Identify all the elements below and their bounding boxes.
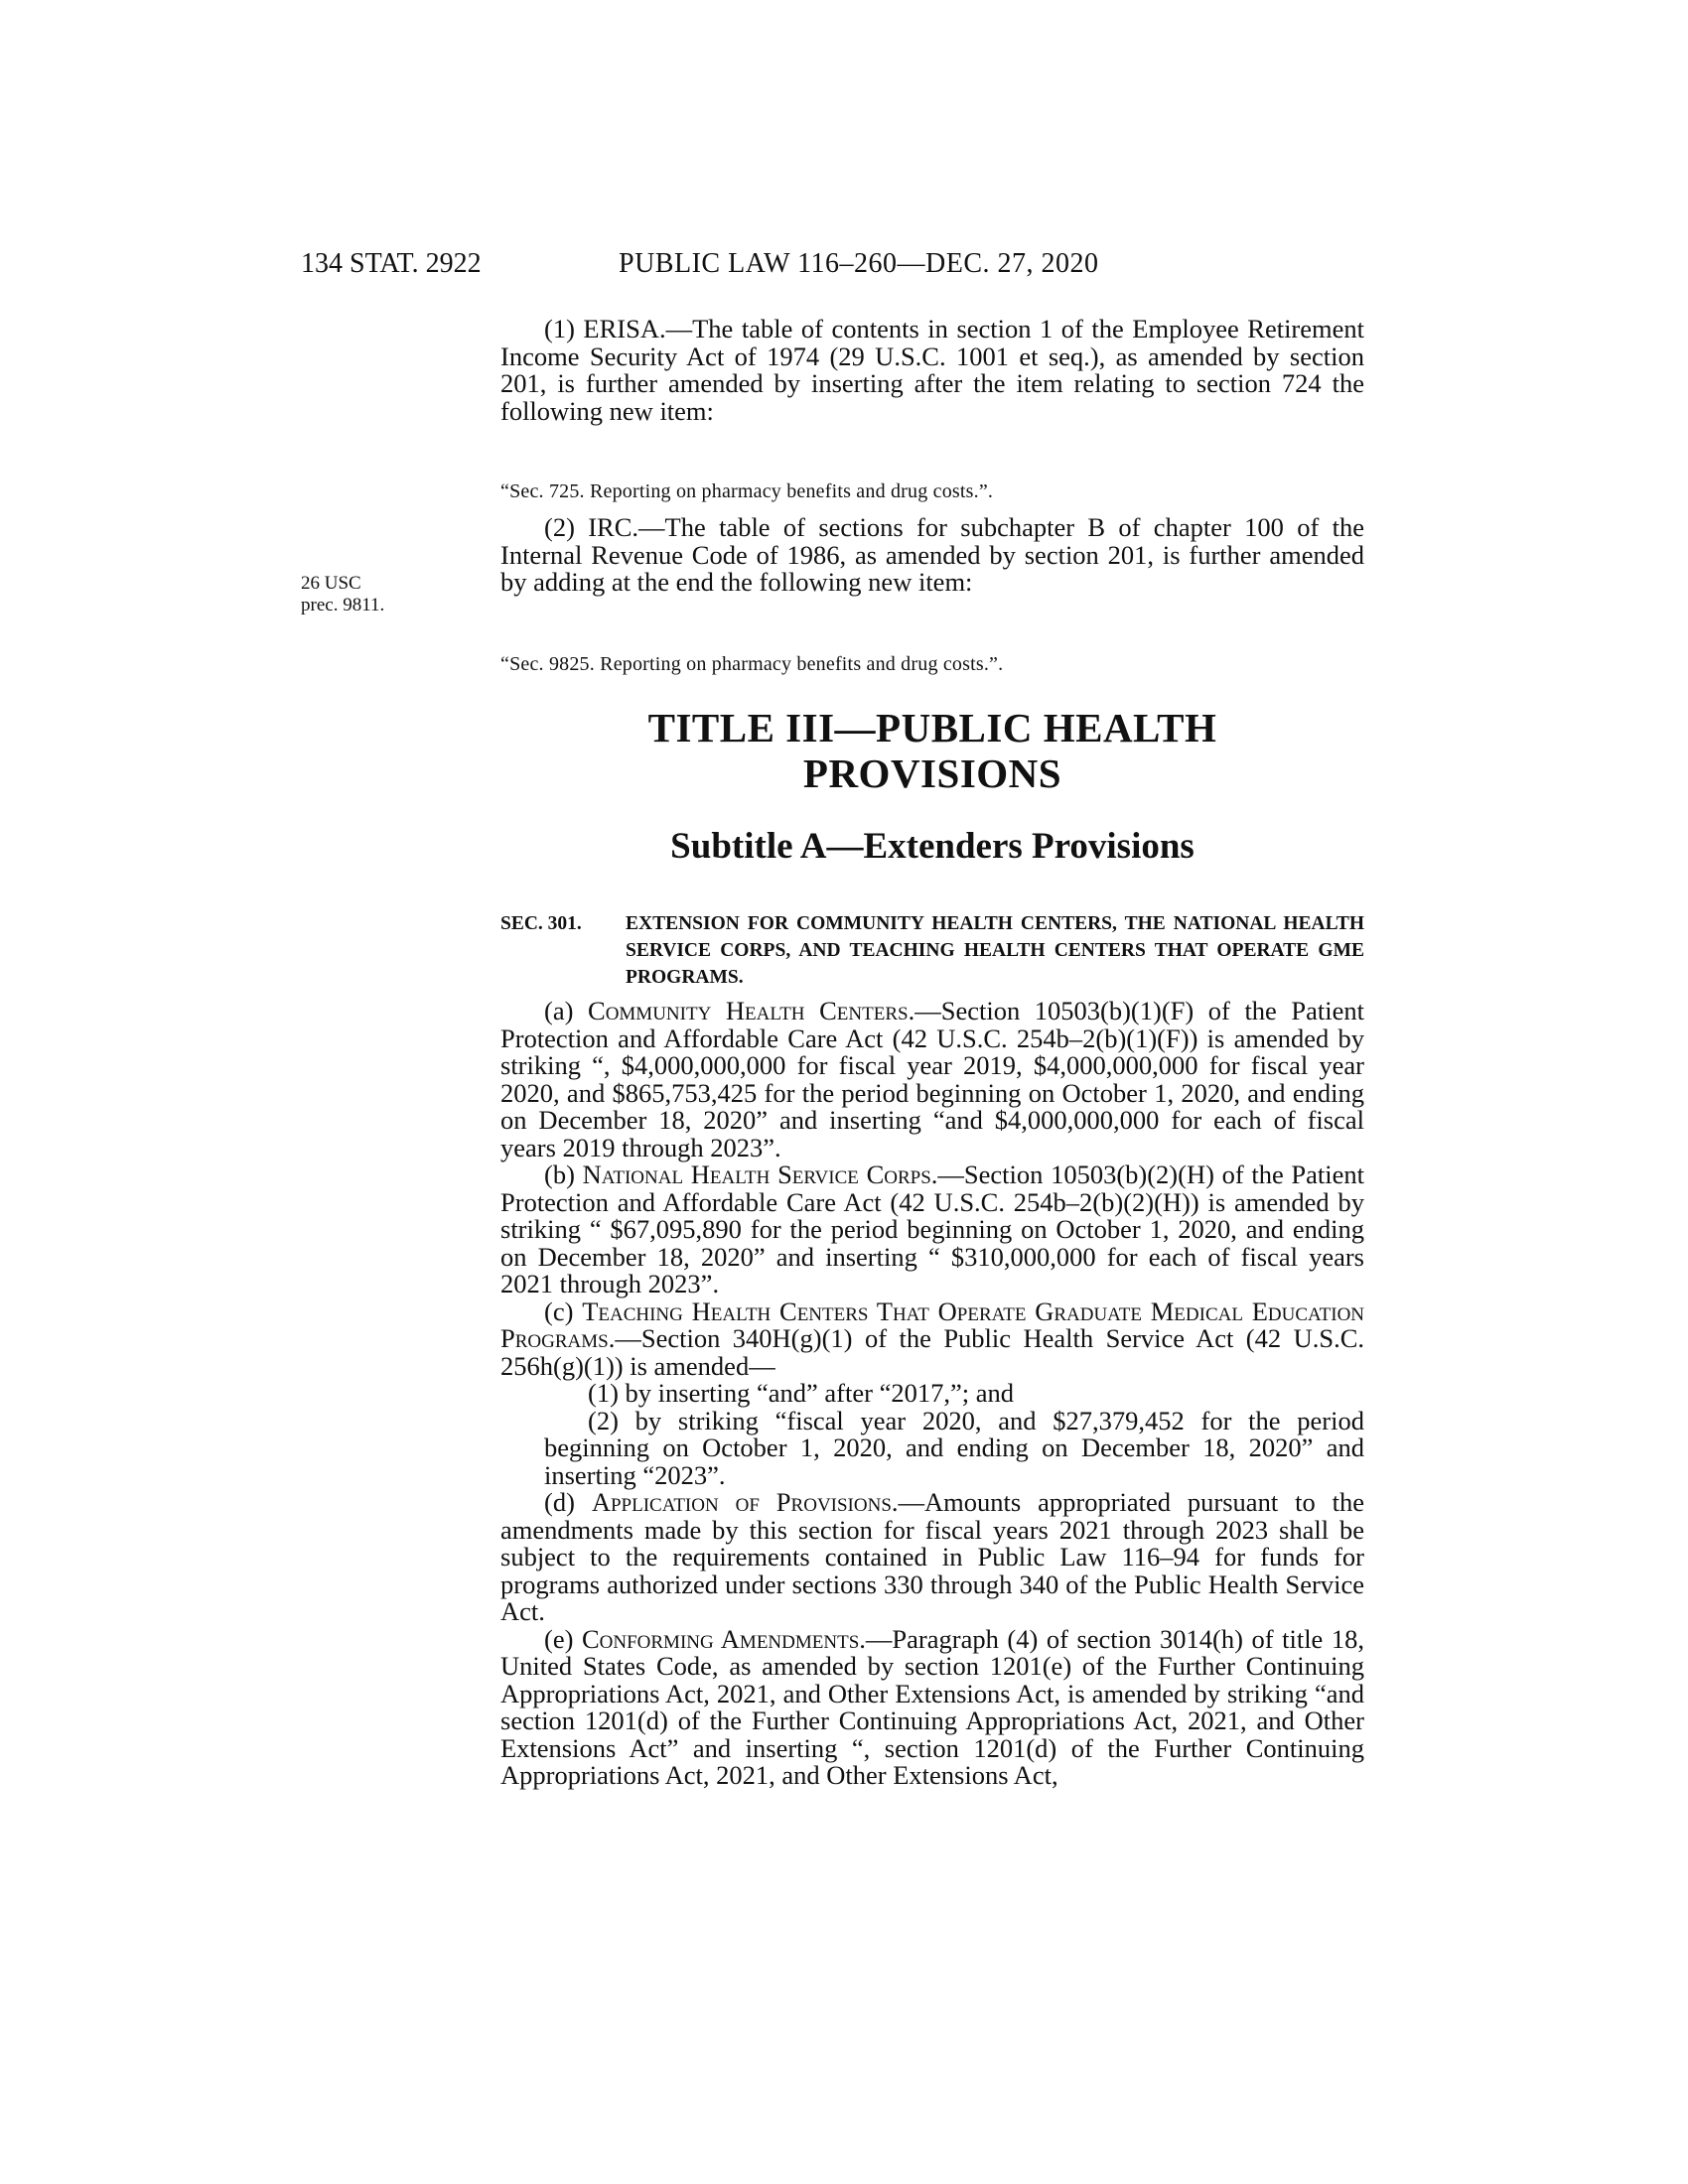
- title-heading: TITLE III—PUBLIC HEALTH PROVISIONS: [647, 705, 1217, 796]
- page-header: [301, 248, 1373, 288]
- subsection-c-2: (2) by striking “fiscal year 2020, and $27,379,452 for the period beginning on October 1, 2020, and ending on December 18, 2020” and inserting “2023”.: [544, 1405, 1364, 1490]
- running-head: PUBLIC LAW 116–260—DEC. 27, 2020: [619, 248, 1099, 279]
- subsection-d: (d) Application of Provisions.—Amounts appropriated pursuant to the amendments made by this section for fiscal years 2021 through 2023 shall be subject to the requirements contained in Public Law 116–94 for funds for programs authorized under sections 330 through 340 of the Public Health Service Act.: [500, 1487, 1364, 1626]
- margin-note: 26 USC prec. 9811.: [301, 573, 385, 615]
- section-title: EXTENSION FOR COMMUNITY HEALTH CENTERS, THE NATIONAL HEALTH SERVICE CORPS, AND TEACHING HEALTH CENTERS THAT OPERATE GME PROGRAMS.: [626, 913, 1364, 988]
- subsection-b: (b) National Health Service Corps.—Section 10503(b)(2)(H) of the Patient Protection and Affordable Care Act (42 U.S.C. 254b–2(b)(2)(H)) is amended by striking “ $67,095,890 for the period beginning on October 1, 2020, and ending on December 18, 2020” and inserting “ $310,000,000 for each of fiscal years 2021 through 2023”.: [500, 1160, 1365, 1298]
- subsection-c-1: (1) by inserting “and” after “2017,”; and: [588, 1378, 1014, 1408]
- toc-item-725: “Sec. 725. Reporting on pharmacy benefits and drug costs.”.: [500, 480, 994, 502]
- section-number: SEC. 301.: [500, 913, 582, 934]
- subsection-e: (e) Conforming Amendments.—Paragraph (4) of section 3014(h) of title 18, United States Code, as amended by section 1201(e) of the Further Continuing Appropriations Act, 2021, and Other Extensions Act, is amended by striking “and section 1201(d) of the Further Continuing Appropriations Act, 2021, and Other Extensions Act” and inserting “, section 1201(d) of the Further Continuing Appropriations Act, 2021, and Other Extensions Act,: [500, 1623, 1364, 1790]
- toc-item-9825: “Sec. 9825. Reporting on pharmacy benefits and drug costs.”.: [500, 653, 1004, 675]
- erisa-paragraph: (1) ERISA.—The table of contents in section 1 of the Employee Retirement Income Security Act of 1974 (29 U.S.C. 1001 et seq.), as amended by section 201, is further amended by inserting after the item relating to section 724 the following new item:: [500, 314, 1364, 426]
- subsection-a: (a) Community Health Centers.—Section 10503(b)(1)(F) of the Patient Protection and Affordable Care Act (42 U.S.C. 254b–2(b)(1)(F)) is amended by striking “, $4,000,000,000 for fiscal year 2019, $4,000,000,000 for fiscal year 2020, and $865,753,425 for the period beginning on October 1, 2020, and ending on December 18, 2020” and inserting “and $4,000,000,000 for each of fiscal years 2019 through 2023”.: [500, 996, 1365, 1162]
- statute-page-number: 134 STAT. 2922: [301, 248, 482, 279]
- irc-paragraph: (2) IRC.—The table of sections for subchapter B of chapter 100 of the Internal Revenue Code of 1986, as amended by section 201, is further amended by adding at the end the following new item:: [500, 512, 1364, 597]
- section-heading: [500, 910, 1364, 991]
- subsection-c: (c) Teaching Health Centers That Operate Graduate Medical Education Programs.—Section 340H(g)(1) of the Public Health Service Act (42 U.S.C. 256h(g)(1)) is amended—: [500, 1296, 1365, 1381]
- subtitle-heading: Subtitle A—Extenders Provisions: [670, 826, 1195, 867]
- section-body: [500, 998, 1364, 1790]
